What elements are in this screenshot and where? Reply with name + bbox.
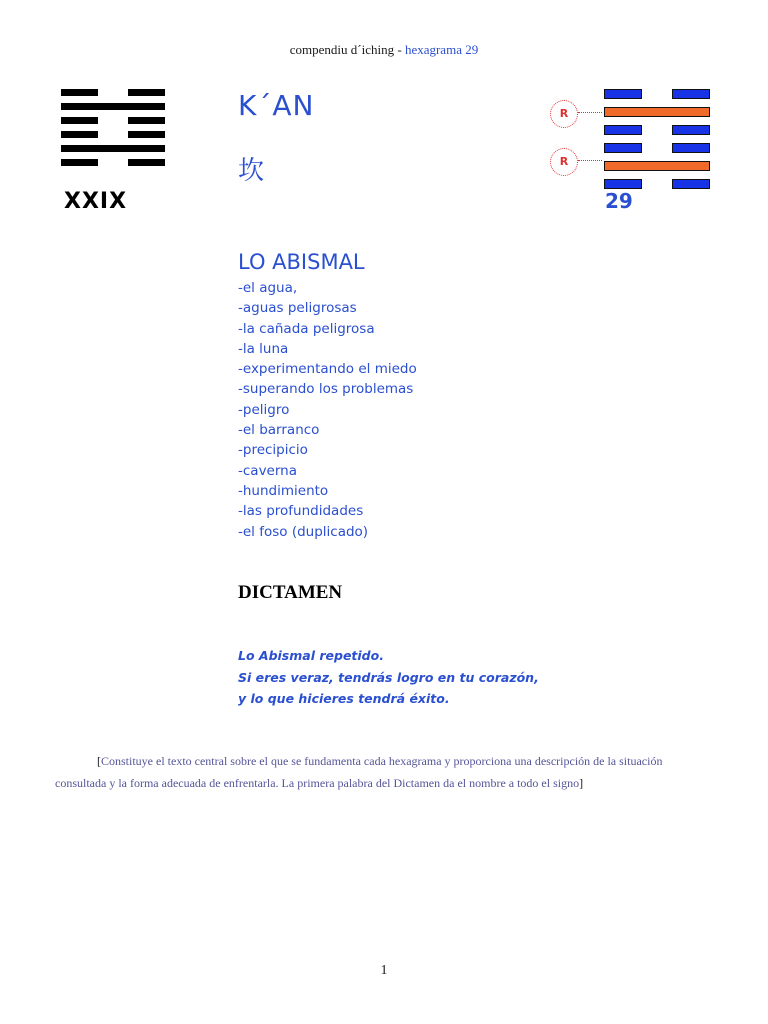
hexagram-symbol-colored (604, 89, 710, 197)
hexagram-line-broken (604, 89, 710, 99)
verdict-text (238, 645, 539, 710)
note-text: Constituye el texto central sobre el que se fundamenta cada hexagrama y proporciona una descripción de la situación consultada y la forma adecuada de enfrentarla. La primera palabra del Dictamen da el nombre a todo el signo (55, 754, 663, 790)
hexagram-line-changing (604, 161, 710, 171)
page-number: 1 (380, 963, 388, 978)
meaning-item: -experimentando el miedo (238, 361, 417, 378)
meaning-item: -superando los problemas (238, 381, 414, 398)
verdict-line: Si eres veraz, tendrás logro en tu corazón, (238, 669, 539, 685)
meaning-item: -aguas peligrosas (238, 300, 357, 317)
ruler-badge-lower: R (550, 148, 578, 176)
note-bracket-close: ] (579, 776, 584, 790)
hexagram-subtitle: LO ABISMAL (238, 250, 365, 274)
hexagram-symbol-black (61, 89, 165, 173)
hexagram-line-broken (61, 89, 165, 96)
ruler-connector-lower (578, 160, 602, 161)
meaning-item: -la luna (238, 340, 289, 357)
ruler-badge-upper: R (550, 100, 578, 128)
hexagram-line-solid (61, 103, 165, 110)
meanings-list (238, 278, 417, 542)
ruler-connector-upper (578, 112, 602, 113)
meaning-item: -caverna (238, 462, 298, 479)
section-title-dictamen: DICTAMEN (238, 582, 343, 603)
hexagram-line-changing (604, 107, 710, 117)
verdict-line: Lo Abismal repetido. (238, 648, 384, 663)
meaning-item: -las profundidades (238, 503, 364, 520)
hexagram-line-solid (61, 145, 165, 152)
explanatory-note (55, 750, 715, 794)
hexagram-line-broken (61, 117, 165, 124)
meaning-item: -el agua, (238, 280, 298, 296)
header-prefix: compendiu d´iching - (289, 42, 405, 57)
hexagram-title: K´AN (238, 89, 315, 122)
meaning-item: -la cañada peligrosa (238, 320, 375, 337)
meaning-item: -hundimiento (238, 482, 329, 499)
hexagram-line-broken (604, 179, 710, 189)
meaning-item: -precipicio (238, 442, 308, 459)
hexagram-line-broken (61, 159, 165, 166)
hexagram-line-broken (604, 125, 710, 135)
meaning-item: -el barranco (238, 422, 320, 439)
header-hexagram: hexagrama 29 (404, 42, 479, 57)
page-header (0, 42, 768, 58)
meaning-item: -peligro (238, 401, 290, 418)
hexagram-line-broken (604, 143, 710, 153)
hexagram-chinese-character: 坎 (238, 156, 265, 186)
meaning-item: -el foso (duplicado) (238, 523, 369, 540)
note-bracket-open: [ (97, 754, 101, 768)
hexagram-roman-numeral: XXIX (64, 189, 128, 214)
hexagram-number: 29 (605, 189, 633, 213)
verdict-line: y lo que hicieres tendrá éxito. (238, 691, 450, 706)
hexagram-line-broken (61, 131, 165, 138)
